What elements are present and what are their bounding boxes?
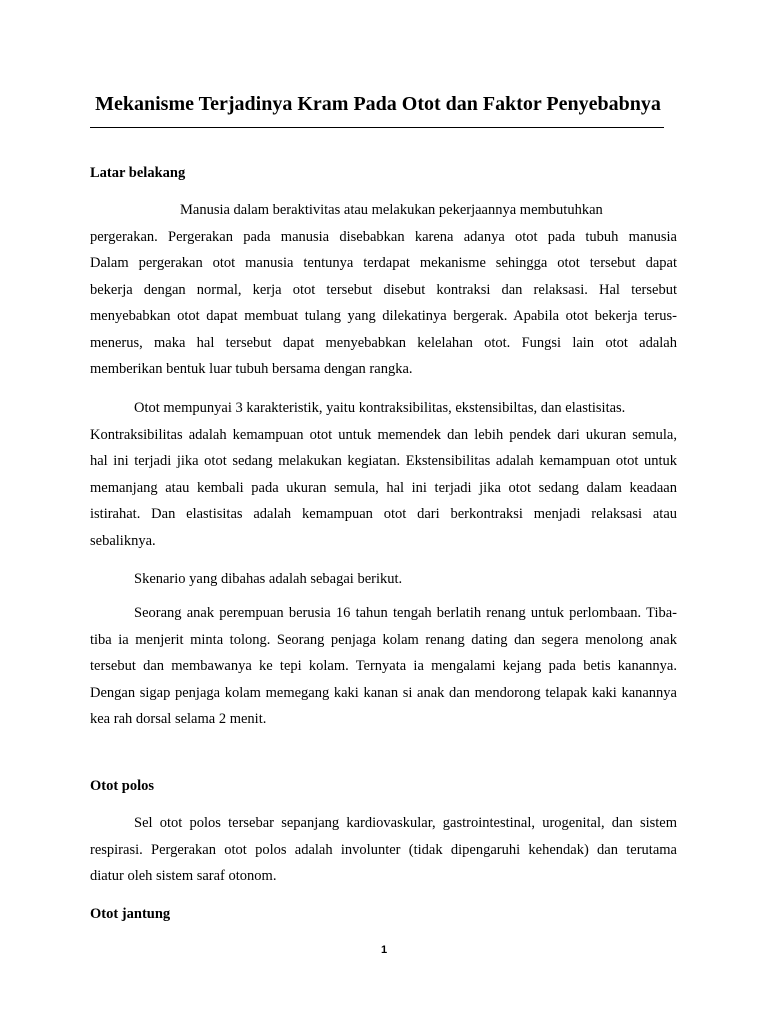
text-line: respirasi. Pergerakan otot polos adalah involunter (tidak dipengaruhi kehendak) dan terutama bbox=[90, 841, 677, 858]
text-line: menyebabkan otot dapat membuat tulang yang dilekatinya bergerak. Apabila otot bekerja terus- bbox=[90, 308, 677, 324]
text-line: Kontraksibilitas adalah kemampuan otot untuk memendek dan lebih pendek dari ukuran semula, bbox=[90, 426, 677, 443]
paragraph-otot-polos-1 bbox=[90, 810, 677, 890]
text-line: Sel otot polos tersebar sepanjang kardiovaskular, gastrointestinal, urogenital, dan sistem bbox=[134, 815, 677, 831]
paragraph-latar-belakang-1 bbox=[90, 197, 677, 383]
section-heading-otot-jantung: Otot jantung bbox=[90, 906, 171, 922]
text-line: menerus, maka hal tersebut dapat menyebabkan kelelahan otot. Fungsi lain otot adalah bbox=[90, 334, 677, 351]
text-line: Skenario yang dibahas adalah sebagai berikut. bbox=[134, 571, 403, 587]
text-line: istirahat. Dan elastisitas adalah kemampuan otot dari berkontraksi menjadi relaksasi atau bbox=[90, 506, 677, 522]
page-number: 1 bbox=[380, 944, 388, 956]
document-title: Mekanisme Terjadinya Kram Pada Otot dan Faktor Penyebabnya bbox=[95, 93, 661, 115]
text-line: memanjang atau kembali pada ukuran semula, hal ini terjadi jika otot sedang dalam keadaan bbox=[90, 479, 677, 496]
text-line: Manusia dalam beraktivitas atau melakukan pekerjaannya membutuhkan bbox=[180, 202, 603, 218]
paragraph-latar-belakang-3 bbox=[90, 566, 677, 593]
text-line: pergerakan. Pergerakan pada manusia disebabkan karena adanya otot pada tubuh manusia bbox=[90, 228, 677, 245]
paragraph-latar-belakang-4 bbox=[90, 600, 677, 733]
text-line: Dengan sigap penjaga kolam memegang kaki kanan si anak dan mendorong telapak kaki kanannya bbox=[90, 684, 677, 701]
text-line: hal ini terjadi jika otot sedang melakukan kegiatan. Ekstensibilitas adalah kemampuan otot untuk bbox=[90, 453, 677, 469]
text-line: kea rah dorsal selama 2 menit. bbox=[90, 711, 267, 727]
text-line: Otot mempunyai 3 karakteristik, yaitu kontraksibilitas, ekstensibiltas, dan elastisitas. bbox=[134, 400, 626, 416]
text-line: bekerja dengan normal, kerja otot tersebut disebut kontraksi dan relaksasi. Hal tersebut bbox=[90, 281, 677, 298]
section-heading-otot-polos: Otot polos bbox=[90, 778, 155, 794]
text-line: diatur oleh sistem saraf otonom. bbox=[90, 868, 277, 884]
text-line: sebaliknya. bbox=[90, 532, 156, 549]
title-divider bbox=[90, 127, 664, 128]
text-line: Dalam pergerakan otot manusia tentunya terdapat mekanisme sehingga otot tersebut dapat bbox=[90, 255, 677, 271]
text-line: Seorang anak perempuan berusia 16 tahun tengah berlatih renang untuk perlombaan. Tiba- bbox=[134, 605, 677, 621]
section-heading-latar-belakang: Latar belakang bbox=[90, 165, 186, 181]
text-line: tersebut dan membawanya ke tepi kolam. Ternyata ia mengalami kejang pada betis kanannya. bbox=[90, 658, 677, 674]
paragraph-latar-belakang-2 bbox=[90, 395, 677, 554]
text-line: memberikan bentuk luar tubuh bersama dengan rangka. bbox=[90, 361, 413, 377]
text-line: tiba ia menjerit minta tolong. Seorang penjaga kolam renang dating dan segera menolong anak bbox=[90, 631, 677, 648]
